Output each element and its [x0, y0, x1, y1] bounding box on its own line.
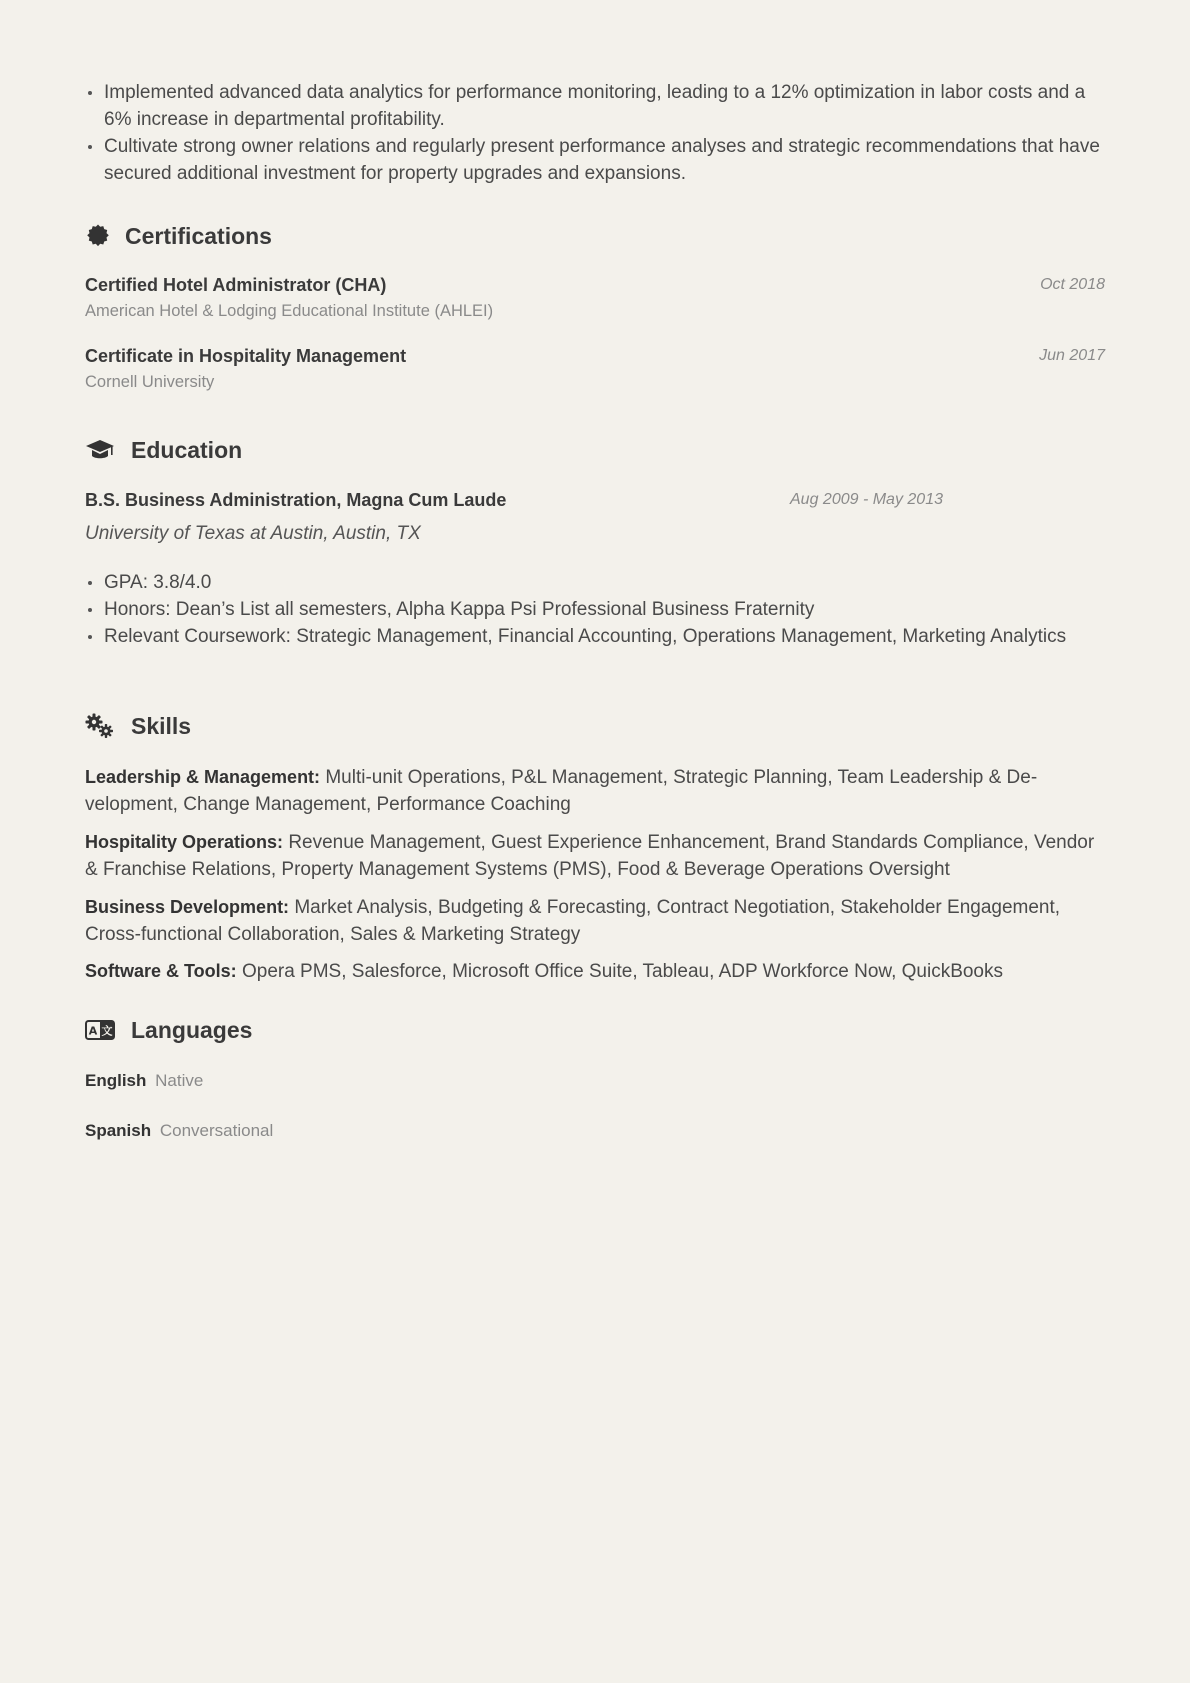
school-name: University of Texas at Austin, Austin, TX [85, 523, 421, 544]
certification-issuer: Cornell University [85, 373, 215, 391]
education-heading [85, 434, 242, 466]
education-bullet: GPA: 3.8/4.0 [85, 569, 1105, 596]
skill-row [85, 958, 1105, 985]
gears-icon [85, 713, 115, 739]
svg-text:文: 文 [101, 1024, 113, 1038]
language-icon [85, 1017, 115, 1043]
section-title: Certifications [125, 222, 272, 249]
skill-label: Business Development: [85, 897, 290, 917]
skill-label: Software & Tools: [85, 961, 237, 981]
skill-text: Opera PMS, Salesforce, Microsoft Office Suite, Tableau, ADP Workforce Now, QuickBooks [241, 961, 1003, 982]
skill-label: Leadership & Management: [85, 767, 321, 787]
section-title: Languages [131, 1016, 253, 1043]
skill-row [85, 764, 1105, 818]
experience-bullet: Implemented advanced data analytics for performance monitoring, leading to a 12% optimization in labor costs and a 6% increase in departmental profitability. [85, 79, 1105, 133]
section-title: Education [131, 436, 243, 463]
skill-row [85, 829, 1105, 883]
skill-text: Multi-unit Operations, P&L Management, Strategic Planning, Team Leadership & Development, Change Management, Performance Coaching [85, 767, 1038, 815]
skill-row [85, 894, 1105, 948]
language-name: English [85, 1071, 147, 1090]
graduation-cap-icon [85, 437, 115, 463]
language-row [85, 1071, 203, 1091]
education-bullets [85, 569, 1105, 650]
language-level: Conversational [159, 1121, 274, 1140]
certification-name: Certified Hotel Administrator (CHA) [85, 275, 387, 295]
svg-text:A: A [88, 1024, 98, 1038]
certification-name: Certificate in Hospitality Management [85, 346, 407, 366]
certification-issuer: American Hotel & Lodging Educational Institute (AHLEI) [85, 302, 494, 320]
certification-date: Jun 2017 [1039, 347, 1105, 364]
section-title: Skills [131, 712, 192, 739]
skill-label: Hospitality Operations: [85, 832, 284, 852]
degree-title: B.S. Business Administration, Magna Cum Laude [85, 490, 507, 510]
certifications-heading [85, 220, 272, 252]
language-name: Spanish [85, 1121, 152, 1140]
badge-icon [85, 223, 111, 249]
skill-text: Market Analysis, Budgeting & Forecasting, Contract Negotiation, Stakeholder Engagement, Cross-functional Collaboration, Sales & Marketing Strategy [85, 897, 1061, 945]
certification-date: Oct 2018 [1040, 276, 1105, 293]
language-row [85, 1121, 273, 1141]
education-bullet: Relevant Coursework: Strategic Management, Financial Accounting, Operations Management, Marketing Analytics [85, 623, 1105, 650]
skill-text: Revenue Management, Guest Experience Enhancement, Brand Standards Compliance, Vendor & Franchise Relations, Property Management Systems (PMS), Food & Beverage Operations Oversight [85, 832, 1095, 880]
experience-bullets [85, 79, 1105, 187]
experience-bullet: Cultivate strong owner relations and regularly present performance analyses and strategic recommendations that have secured additional investment for property upgrades and expansions. [85, 133, 1105, 187]
skills-heading [85, 710, 191, 742]
education-dates: Aug 2009 - May 2013 [790, 491, 943, 508]
language-level: Native [155, 1071, 204, 1090]
education-bullet: Honors: Dean’s List all semesters, Alpha Kappa Psi Professional Business Fraternity [85, 596, 1105, 623]
languages-heading [85, 1014, 252, 1046]
